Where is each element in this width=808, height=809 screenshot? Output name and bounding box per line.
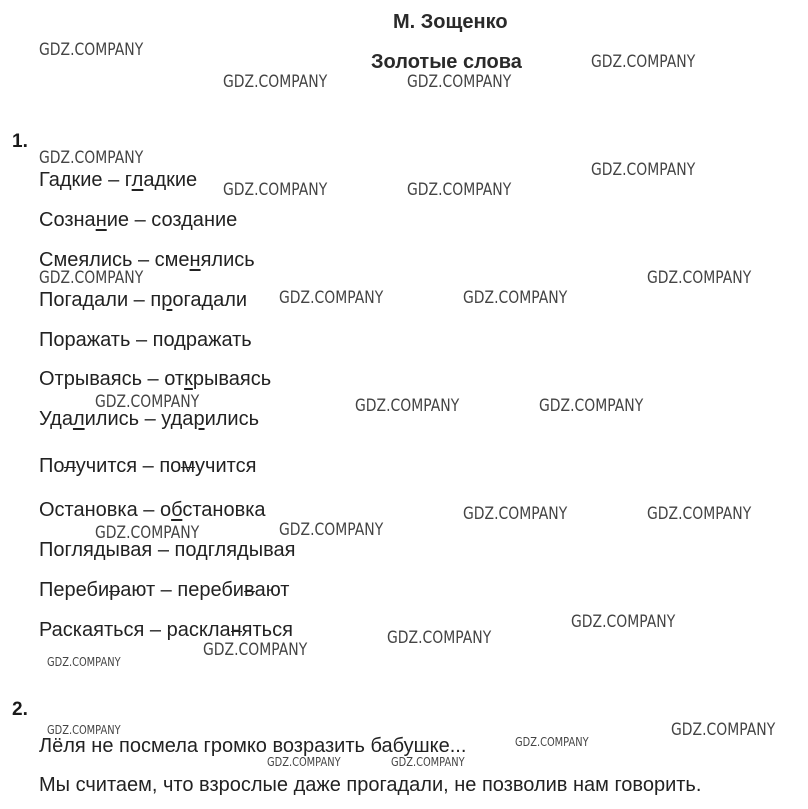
word-left: Поглядывая <box>39 539 153 561</box>
watermark: GDZ.COMPANY <box>463 288 568 308</box>
watermark: GDZ.COMPANY <box>463 504 568 524</box>
dash-separator: – <box>128 289 151 311</box>
dash-separator: – <box>142 368 165 390</box>
watermark: GDZ.COMPANY <box>279 288 384 308</box>
watermark: GDZ.COMPANY <box>39 268 144 288</box>
dash-separator: – <box>137 455 160 477</box>
sentence-2: Мы считаем, что взрослые даже прогадали, не позволив нам говорить. <box>39 774 702 796</box>
word-pair-line <box>39 289 247 312</box>
word-pair-line <box>39 499 266 522</box>
word-pair-line <box>39 368 271 391</box>
word-right: создание <box>151 209 238 231</box>
word-right: помучится <box>159 455 257 477</box>
word-left: Погадали <box>39 289 129 311</box>
dash-separator: – <box>129 209 152 231</box>
word-left: Удалились <box>39 408 140 430</box>
watermark: GDZ.COMPANY <box>391 755 465 769</box>
dash-separator: – <box>144 619 167 641</box>
watermark: GDZ.COMPANY <box>591 160 696 180</box>
watermark: GDZ.COMPANY <box>95 523 200 543</box>
watermark: GDZ.COMPANY <box>223 180 328 200</box>
watermark: GDZ.COMPANY <box>355 396 460 416</box>
word-pair-line <box>39 209 237 232</box>
word-left: Перебирают <box>39 579 156 601</box>
watermark: GDZ.COMPANY <box>267 755 341 769</box>
watermark: GDZ.COMPANY <box>407 72 512 92</box>
section-number-1: 1. <box>12 131 28 152</box>
word-left: Получится <box>39 455 138 477</box>
word-pair-line <box>39 579 289 602</box>
watermark: GDZ.COMPANY <box>539 396 644 416</box>
watermark: GDZ.COMPANY <box>39 148 144 168</box>
word-right: гладкие <box>124 169 198 191</box>
word-left: Отрываясь <box>39 368 142 390</box>
word-left: Гадкие <box>39 169 103 191</box>
watermark: GDZ.COMPANY <box>647 268 752 288</box>
word-right: раскланяться <box>166 619 293 641</box>
sentence-1: Лёля не посмела громко возразить бабушке... <box>39 735 467 757</box>
word-pair-line <box>39 619 293 642</box>
watermark: GDZ.COMPANY <box>671 720 776 740</box>
watermark: GDZ.COMPANY <box>387 628 492 648</box>
watermark: GDZ.COMPANY <box>571 612 676 632</box>
dash-separator: – <box>137 499 160 521</box>
watermark: GDZ.COMPANY <box>407 180 512 200</box>
word-right: подглядывая <box>174 539 296 561</box>
word-right: перебивают <box>177 579 290 601</box>
watermark: GDZ.COMPANY <box>591 52 696 72</box>
word-left: Остановка <box>39 499 138 521</box>
dash-separator: – <box>155 579 178 601</box>
word-right: открываясь <box>164 368 272 390</box>
dash-separator: – <box>130 329 153 351</box>
word-right: подражать <box>152 329 252 351</box>
word-right: сменялись <box>154 249 255 271</box>
watermark: GDZ.COMPANY <box>515 735 589 749</box>
dash-separator: – <box>132 249 155 271</box>
watermark: GDZ.COMPANY <box>47 723 121 737</box>
watermark: GDZ.COMPANY <box>95 392 200 412</box>
word-right: ударились <box>161 408 259 430</box>
word-pair-line <box>39 169 197 192</box>
watermark: GDZ.COMPANY <box>279 520 384 540</box>
word-right: прогадали <box>150 289 248 311</box>
word-left: Смеялись <box>39 249 133 271</box>
watermark: GDZ.COMPANY <box>47 655 121 669</box>
dash-separator: – <box>102 169 125 191</box>
word-right: обстановка <box>159 499 266 521</box>
dash-separator: – <box>139 408 162 430</box>
word-left: Поражать <box>39 329 131 351</box>
author-heading: М. Зощенко <box>393 11 508 33</box>
watermark: GDZ.COMPANY <box>203 640 308 660</box>
section-number-2: 2. <box>12 699 28 720</box>
watermark: GDZ.COMPANY <box>647 504 752 524</box>
word-pair-line <box>39 329 252 352</box>
dash-separator: – <box>152 539 175 561</box>
story-title: Золотые слова <box>371 51 522 73</box>
watermark: GDZ.COMPANY <box>223 72 328 92</box>
watermark: GDZ.COMPANY <box>39 40 144 60</box>
word-left: Сознание <box>39 209 130 231</box>
word-pair-line <box>39 455 256 478</box>
word-left: Раскаяться <box>39 619 145 641</box>
